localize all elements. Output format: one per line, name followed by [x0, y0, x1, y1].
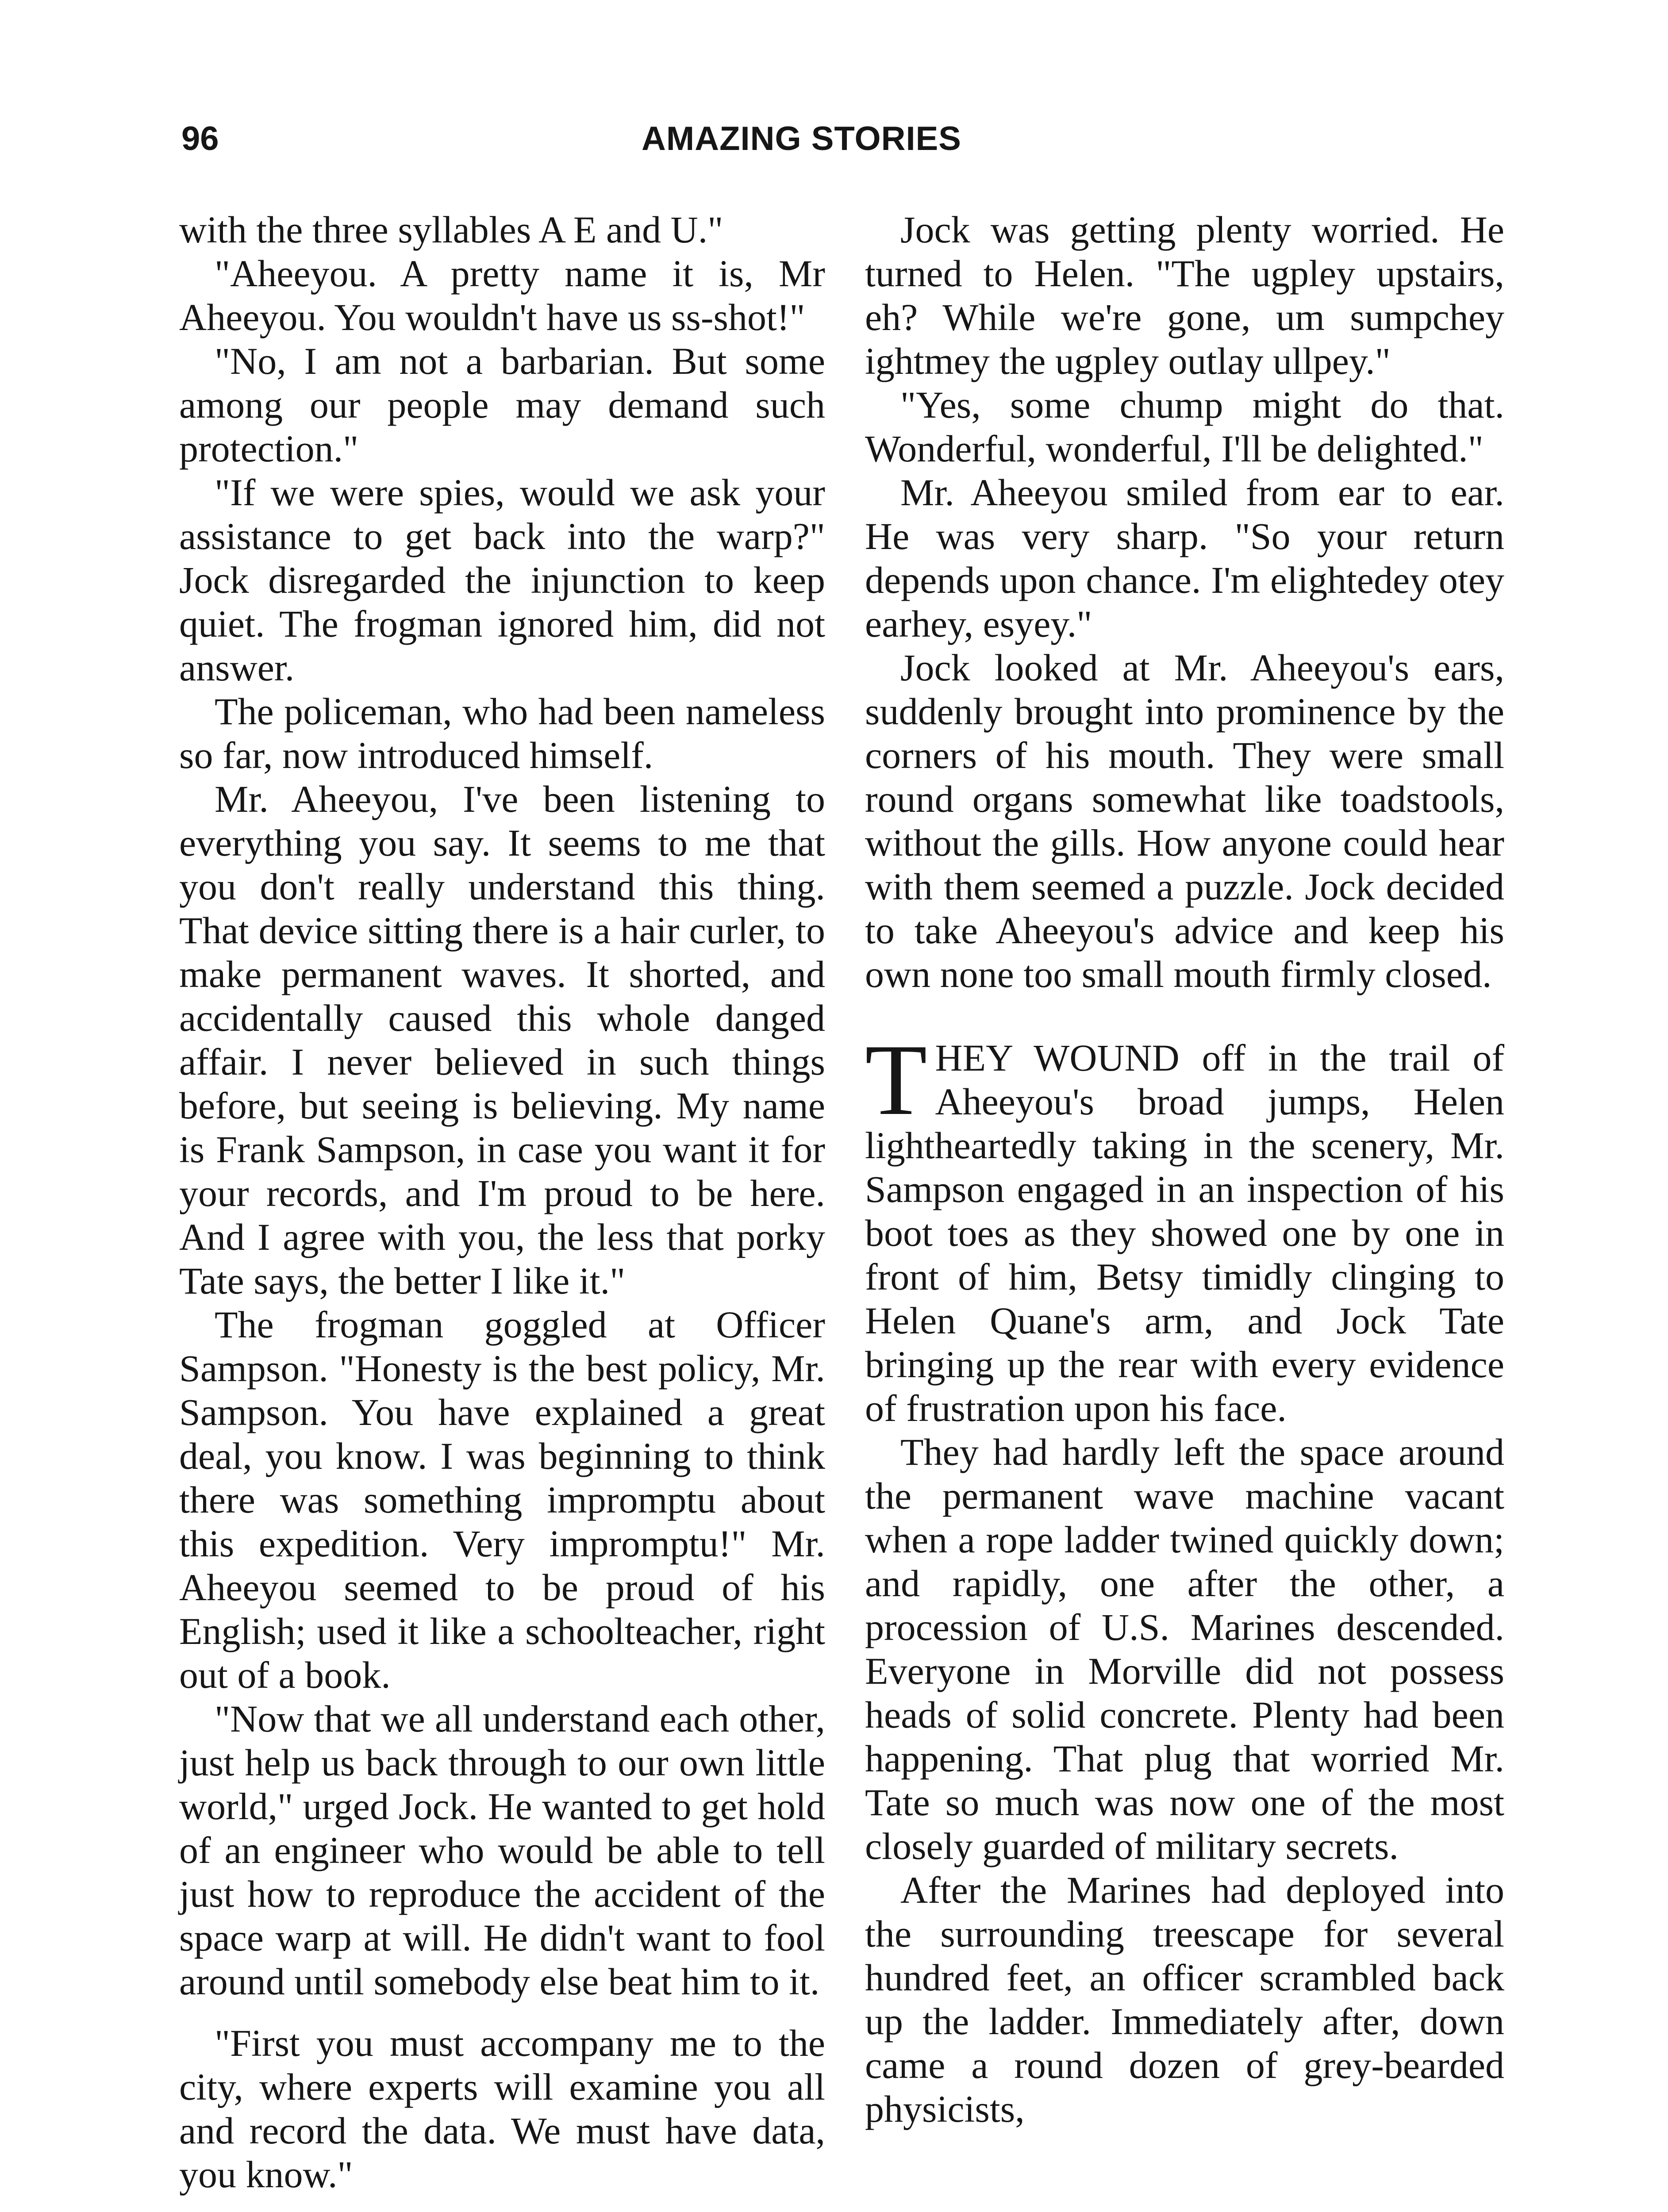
- drop-cap: T: [865, 1023, 927, 1136]
- section-start-paragraph: [865, 1023, 1504, 1430]
- paragraph: Jock was getting plenty worried. He turned to Helen. "The ugpley upstairs, eh? While we're gone, um sumpchey ightmey the ugpley outlay ullpey.": [865, 208, 1504, 382]
- paragraph: The policeman, who had been nameless so far, now introduced himself.: [179, 690, 825, 776]
- paragraph: Mr. Aheeyou smiled from ear to ear. He was very sharp. "So your return depends upon chance. I'm elightedey otey earhey, esyey.": [865, 471, 1504, 645]
- paragraph: "No, I am not a barbarian. But some among our people may demand such protection.": [179, 340, 825, 470]
- paragraph: Mr. Aheeyou, I've been listening to everything you say. It seems to me that you don't really understand this thing. That device sitting there is a hair curler, to make permanent waves. It shorted, and accidentally caused this whole danged affair. I never believed in such things before, but seeing is believing. My name is Frank Sampson, in case you want it for your records, and I'm proud to be here. And I agree with you, the less that porky Tate says, the better I like it.": [179, 778, 825, 1302]
- paragraph: "Yes, some chump might do that. Wonderful, wonderful, I'll be delighted.": [865, 384, 1504, 470]
- paragraph: "If we were spies, would we ask your assistance to get back into the warp?" Jock disregarded the injunction to keep quiet. The frogman ignored him, did not answer.: [179, 471, 825, 689]
- paragraph: The frogman goggled at Officer Sampson. "Honesty is the best policy, Mr. Sampson. You have explained a great deal, you know. I was beginning to think there was something impromptu about this expedition. Very impromptu!" Mr. Aheeyou seemed to be proud of his English; used it like a schoolteacher, right out of a book.: [179, 1303, 825, 1696]
- page-number: 96: [181, 120, 219, 157]
- paragraph: They had hardly left the space around the permanent wave machine vacant when a rope ladder twined quickly down; and rapidly, one after the other, a procession of U.S. Marines descended. Everyone in Morville did not possess heads of solid concrete. Plenty had been happening. That plug that worried Mr. Tate so much was now one of the most closely guarded of military secrets.: [865, 1431, 1504, 1867]
- right-column: [865, 208, 1504, 2131]
- paragraph: "Now that we all understand each other, just help us back through to our own little world," urged Jock. He wanted to get hold of an engineer who would be able to tell just how to reproduce the accident of the space warp at will. He didn't want to fool around until somebody else beat him to it.: [179, 1697, 825, 2003]
- paragraph: After the Marines had deployed into the surrounding treescape for several hundred feet, an officer scrambled back up the ladder. Immediately after, down came a round dozen of grey-bearded physicists,: [865, 1869, 1504, 2130]
- paragraph: Jock looked at Mr. Aheeyou's ears, suddenly brought into prominence by the corners of his mouth. They were small round organs somewhat like toadstools, without the gills. How anyone could hear with them seemed a puzzle. Jock decided to take Aheeyou's advice and keep his own none too small mouth firmly closed.: [865, 646, 1504, 995]
- paragraph: with the three syllables A E and U.": [179, 208, 723, 251]
- left-column: [179, 208, 825, 2197]
- running-title: AMAZING STORIES: [642, 120, 961, 157]
- paragraph: "First you must accompany me to the city, where experts will examine you all and record the data. We must have data, you know.": [179, 2022, 825, 2196]
- paragraph: "Aheeyou. A pretty name it is, Mr Aheeyou. You wouldn't have us ss-shot!": [179, 252, 825, 338]
- section-first-text: HEY WOUND off in the trail of Aheeyou's broad jumps, Helen lightheartedly taking in the scenery, Mr. Sampson engaged in an inspection of his boot toes as they showed one by one in front of him, Betsy timidly clinging to Helen Quane's arm, and Jock Tate bringing up the rear with every evidence of frustration upon his face.: [865, 1037, 1504, 1429]
- page-header: [181, 119, 1487, 173]
